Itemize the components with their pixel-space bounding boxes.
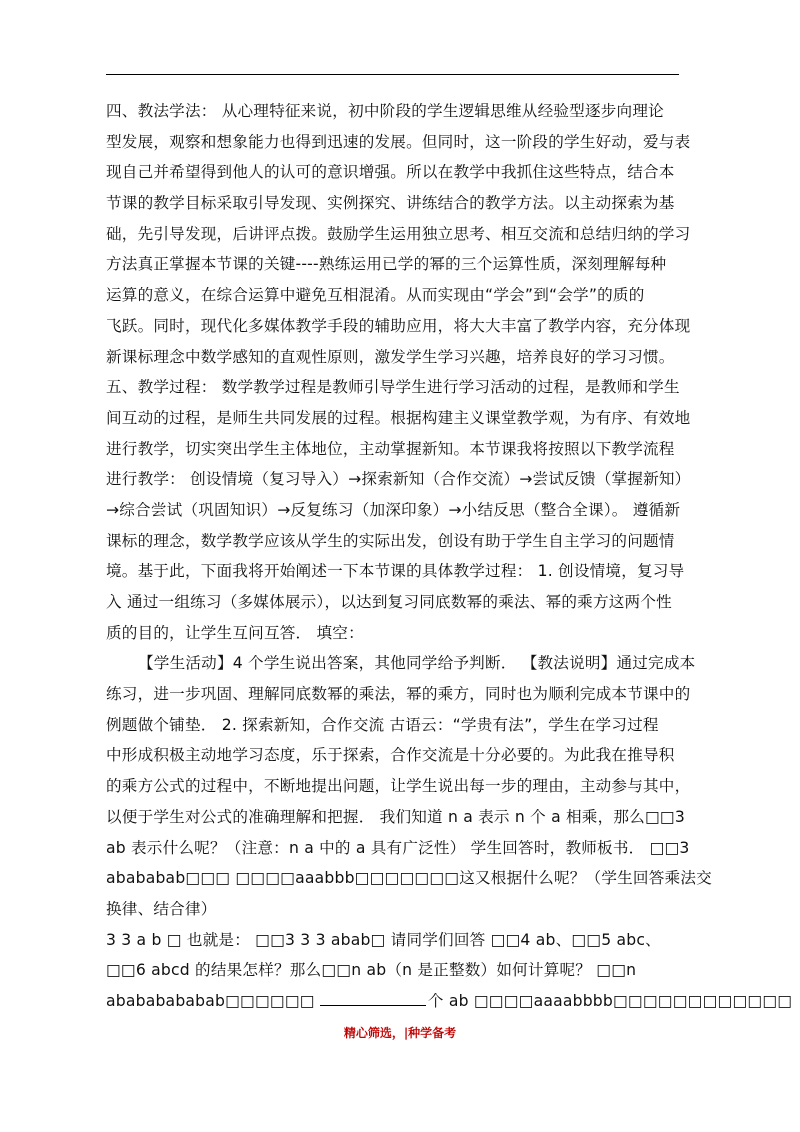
text-line: 例题做个铺垫． 2. 探索新知，合作交流 古语云：“学贵有法”，学生在学习过程 — [106, 715, 659, 734]
document-body — [106, 96, 793, 1017]
text-line: 间互动的过程，是师生共同发展的过程。根据构建主义课堂教学观，为有序、有效地 — [106, 408, 691, 427]
text-line: 进行教学，切实突出学生主体地位，主动掌握新知。本节课我将按照以下教学流程 — [106, 439, 675, 458]
text-line: 型发展，观察和想象能力也得到迅速的发展。但同时，这一阶段的学生好动，爱与表 — [106, 132, 691, 151]
text-line: abababab□□□ □□□□aaabbb□□□□□□□这又根据什么呢？（学生回答乘法交 — [106, 869, 712, 888]
text-line: →综合尝试（巩固知识）→反复练习（加深印象）→小结反思（整合全课）。 遵循新 — [106, 500, 681, 519]
text-line: 运算的意义，在综合运算中避免互相混淆。从而实现由“学会”到“会学”的质的 — [106, 286, 645, 305]
text-line: 换律、结合律） — [106, 899, 217, 918]
text-line: 础，先引导发现，后讲评点拨。鼓励学生运用独立思考、相互交流和总结归纳的学习 — [106, 224, 691, 243]
text-line: 五、教学过程： 数学教学过程是教师引导学生进行学习活动的过程，是教师和学生 — [106, 378, 680, 397]
text-line: 现自己并希望得到他人的认可的意识增强。所以在教学中我抓住这些特点，结合本 — [106, 163, 675, 182]
text-line: 四、教法学法： 从心理特征来说，初中阶段的学生逻辑思维从经验型逐步向理论 — [106, 102, 664, 120]
text-line: 中形成积极主动地学习态度，乐于探索，合作交流是十分必要的。为此我在推导积 — [106, 746, 675, 765]
text-segment: 个 ab □□□□aaaabbbb□□□□□□□□□□□□ — [427, 991, 793, 1010]
text-line: 以便于学生对公式的准确理解和把握． 我们知道 n a 表示 n 个 a 相乘，那么□□3 — [106, 807, 685, 826]
text-line: 新课标理念中数学感知的直观性原则，激发学生学习兴趣，培养良好的学习习惯。 — [106, 347, 675, 366]
text-line: 课标的理念，数学教学应该从学生的实际出发，创设有助于学生自主学习的问题情 — [106, 531, 675, 550]
text-line: ab 表示什么呢？（注意：n a 中的 a 具有广泛性） 学生回答时，教师板书． □□3 — [106, 838, 690, 857]
text-line: 飞跃。同时，现代化多媒体教学手段的辅助应用，将大大丰富了教学内容，充分体现 — [106, 316, 691, 335]
page-footer: 精心筛选，|种学备考 — [343, 1026, 457, 1040]
fill-in-blank — [320, 987, 426, 1006]
text-line: 质的目的，让学生互问互答． 填空： — [106, 623, 364, 642]
text-segment: abababababab□□□□□□ — [106, 991, 320, 1010]
text-line: 进行教学： 创设情境（复习导入）→探索新知（合作交流）→尝试反馈（掌握新知） — [106, 470, 691, 489]
text-line: 【学生活动】4 个学生说出答案，其他同学给予判断． 【教法说明】通过完成本 — [138, 654, 696, 673]
text-line: 境。基于此，下面我将开始阐述一下本节课的具体教学过程： 1. 创设情境，复习导 — [106, 562, 685, 581]
text-line: 的乘方公式的过程中，不断地提出问题，让学生说出每一步的理由，主动参与其中， — [106, 777, 691, 796]
text-line-with-blank — [106, 986, 793, 1017]
text-line: □□6 abcd 的结果怎样？那么□□n ab（n 是正整数）如何计算呢？ □□n — [106, 961, 637, 980]
text-line: 方法真正掌握本节课的关键----熟练运用已学的幂的三个运算性质，深刻理解每种 — [106, 255, 667, 274]
text-line: 练习，进一步巩固、理解同底数幂的乘法，幂的乘方，同时也为顺利完成本节课中的 — [106, 685, 691, 704]
text-line: 3 3 a b □ 也就是： □□3 3 3 abab□ 请同学们回答 □□4 ab、□□5 abc、 — [106, 930, 661, 949]
header-rule — [106, 74, 679, 75]
text-line: 入 通过一组练习（多媒体展示），以达到复习同底数幂的乘法、幂的乘方这两个性 — [106, 593, 672, 611]
text-line: 节课的教学目标采取引导发现、实例探究、讲练结合的教学方法。以主动探索为基 — [106, 194, 675, 213]
